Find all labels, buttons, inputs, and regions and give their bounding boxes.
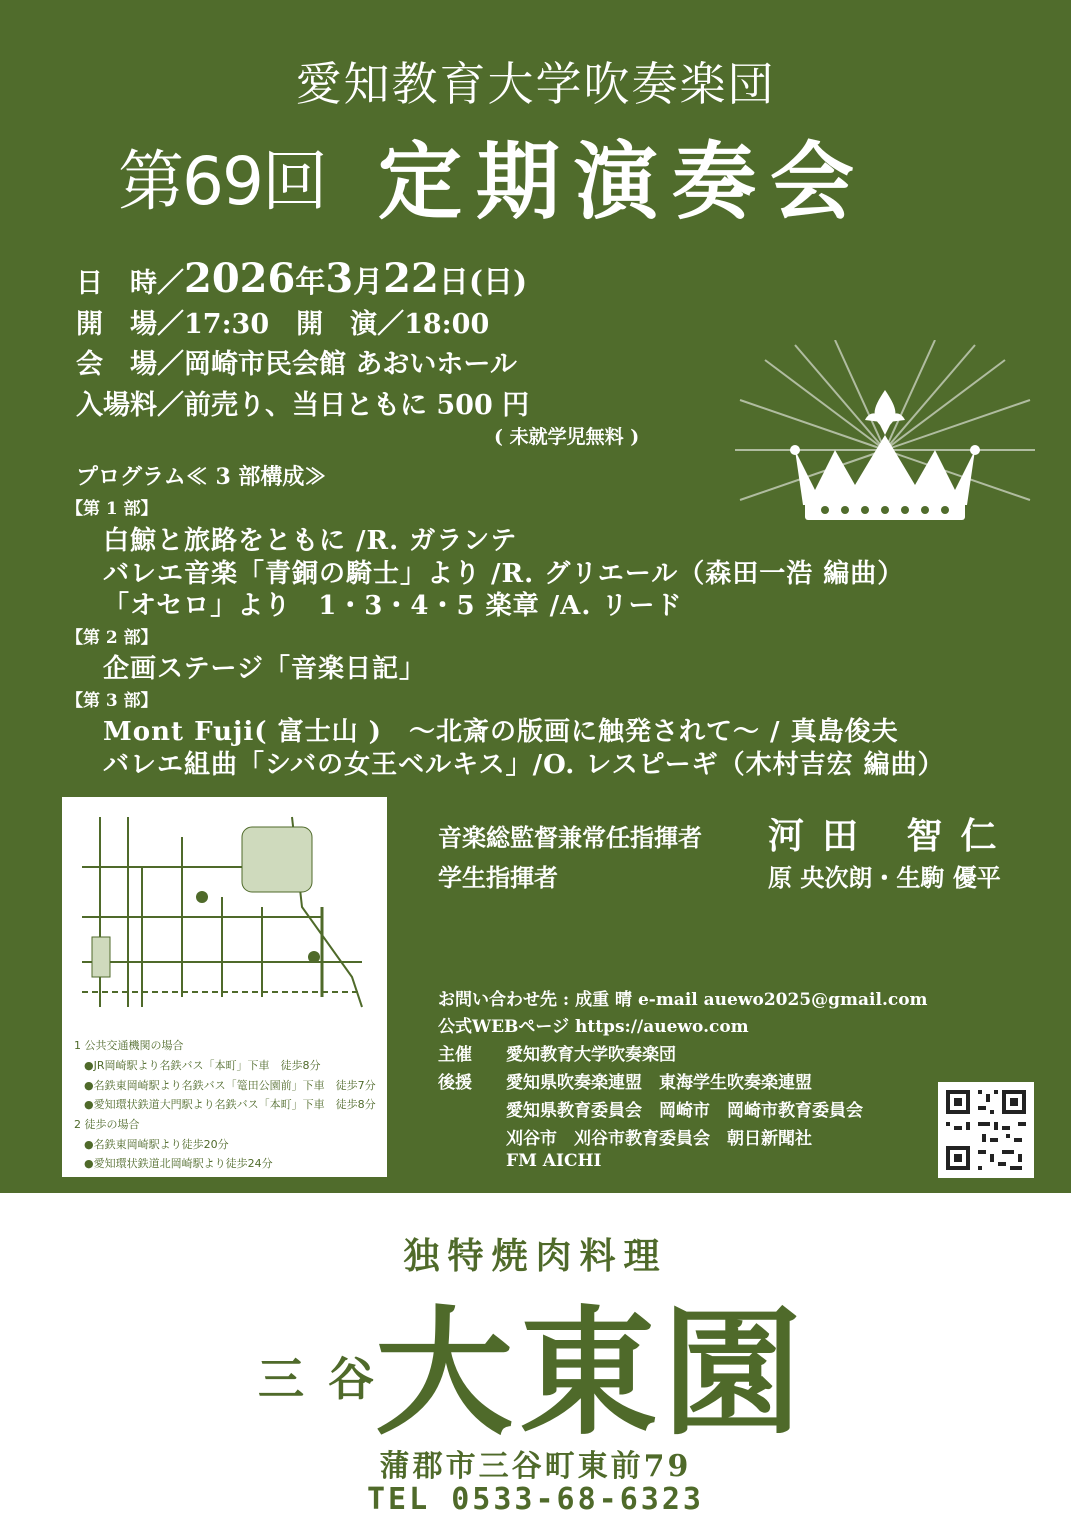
- part1-piece: 「オセロ」より 1・3・4・5 楽章 /A. リード: [103, 591, 683, 621]
- ad-tagline: 独特焼肉料理: [403, 1235, 668, 1277]
- support-line: 刈谷市 刈谷市教育委員会 朝日新聞社: [506, 1129, 812, 1149]
- ad-restaurant-name: 大東園: [375, 1291, 808, 1454]
- ad-address: 蒲郡市三谷町東前79: [379, 1449, 692, 1484]
- fee-line: 入場料／前売り、当日ともに 500 円: [76, 390, 530, 421]
- student-conductor-names: 原 央次朗・生駒 優平: [768, 863, 1001, 892]
- part3-label: 【第 3 部】: [66, 691, 158, 711]
- access-line: 2 徒歩の場合: [74, 1118, 140, 1131]
- open-start-line: 開 場／17:30 開 演／18:00: [76, 309, 490, 340]
- sponsor-ad: [0, 1193, 1071, 1527]
- access-line: ●名鉄東岡崎駅より名鉄バス「篭田公園前」下車 徒歩7分: [84, 1079, 376, 1092]
- date-line: [76, 255, 527, 302]
- part2-piece: 企画ステージ「音楽日記」: [103, 654, 426, 684]
- part1-piece: バレエ音楽「青銅の騎士」より /R. グリエール（森田一浩 編曲）: [103, 559, 905, 589]
- web-line: 公式WEBページ https://auewo.com: [438, 1017, 749, 1037]
- part2-label: 【第 2 部】: [66, 628, 158, 648]
- venue-line: 会 場／岡崎市民会館 あおいホール: [76, 349, 517, 380]
- program-heading: プログラム≪ 3 部構成≫: [76, 464, 327, 490]
- date-month-kanji: 月: [353, 265, 384, 300]
- access-line: ●愛知環状鉄道北岡崎駅より徒歩24分: [84, 1157, 273, 1170]
- part1-piece: 白鯨と旅路をともに /R. ガランテ: [103, 526, 518, 556]
- support-line: FM AICHI: [506, 1151, 602, 1171]
- part3-piece: バレエ組曲「シバの女王ベルキス」/O. レスピーギ（木村吉宏 編曲）: [103, 750, 945, 780]
- map-drawing: [62, 797, 387, 1027]
- access-line: 1 公共交通機関の場合: [74, 1039, 184, 1052]
- date-month: 3: [325, 255, 354, 302]
- ad-phone: TEL 0533-68-6323: [367, 1482, 704, 1517]
- host-label: 主催: [438, 1045, 472, 1065]
- concert-title: 定期演奏会: [378, 132, 869, 231]
- part3-piece: Mont Fuji( 富士山 ) ～北斎の版画に触発されて～ / 真島俊夫: [103, 717, 899, 747]
- support-label: 後援: [438, 1073, 472, 1093]
- access-line: ●名鉄東岡崎駅より徒歩20分: [84, 1138, 229, 1151]
- chief-conductor-name: 河田 智仁: [768, 815, 1015, 857]
- crown-icon: [735, 340, 1035, 540]
- organization-name: 愛知教育大学吹奏楽団: [295, 57, 776, 111]
- host-name: 愛知教育大学吹奏楽団: [506, 1045, 676, 1065]
- fee-note: ( 未就学児無料 ): [494, 426, 640, 448]
- inquiry-line: お問い合わせ先 : 成重 晴 e-mail auewo2025@gmail.com: [438, 990, 928, 1010]
- qr-code[interactable]: [938, 1082, 1034, 1178]
- ad-location: 三谷: [258, 1352, 398, 1406]
- edition-number: 第69回: [118, 143, 326, 220]
- access-map: [62, 797, 387, 1177]
- date-day-kanji: 日(日): [438, 265, 528, 300]
- access-line: ●愛知環状鉄道大門駅より名鉄バス「本町」下車 徒歩8分: [84, 1098, 376, 1111]
- access-line: ●JR岡崎駅より名鉄バス「本町」下車 徒歩8分: [84, 1059, 321, 1072]
- date-year-kanji: 年: [295, 265, 326, 300]
- date-day: 22: [383, 255, 439, 302]
- date-year: 2026: [184, 255, 296, 302]
- support-line: 愛知県教育委員会 岡崎市 岡崎市教育委員会: [506, 1101, 863, 1121]
- student-conductor-role: 学生指揮者: [438, 863, 558, 892]
- chief-conductor-role: 音楽総監督兼常任指揮者: [438, 823, 702, 852]
- qr-code-graphic: [938, 1082, 1034, 1178]
- support-line: 愛知県吹奏楽連盟 東海学生吹奏楽連盟: [506, 1073, 812, 1093]
- date-label: 日 時／: [76, 268, 184, 299]
- part1-label: 【第 1 部】: [66, 499, 158, 519]
